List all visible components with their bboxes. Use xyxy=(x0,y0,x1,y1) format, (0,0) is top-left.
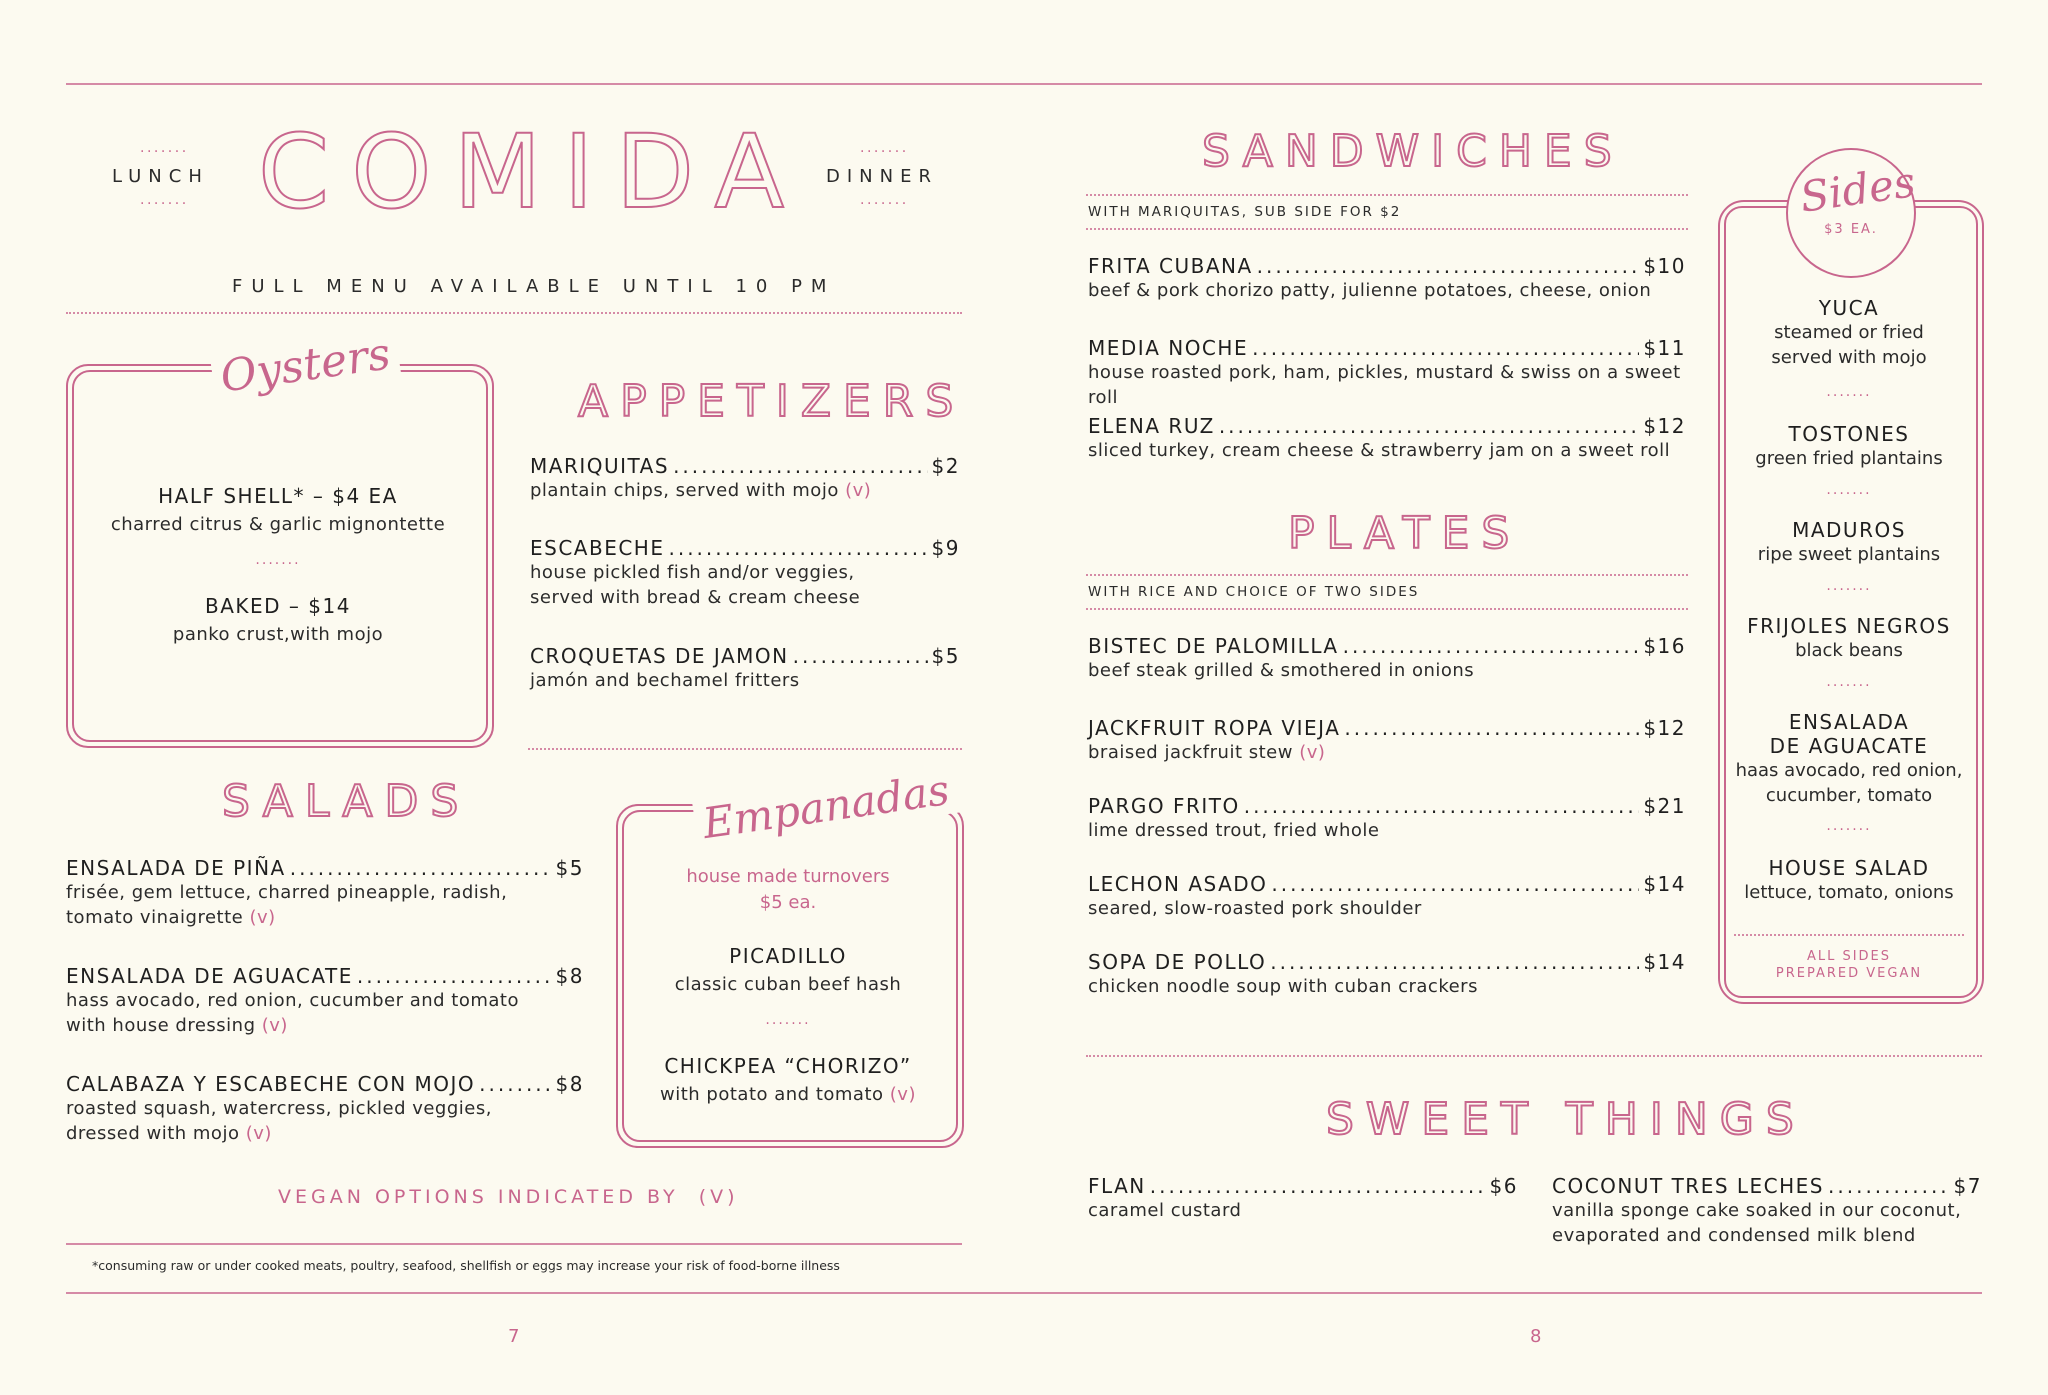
item-price: $6 xyxy=(1489,1174,1518,1198)
plates-rule-top xyxy=(1086,574,1688,576)
side-item xyxy=(1722,710,1976,808)
appetizers-divider xyxy=(528,748,962,750)
item-price: $14 xyxy=(1643,950,1686,974)
lunch-dots-bottom: ....... xyxy=(140,192,189,208)
item-name: ELENA RUZ xyxy=(1088,414,1215,438)
sides-separator: ....... xyxy=(1826,578,1872,594)
vegan-mark: (v) xyxy=(261,1015,288,1036)
vegan-mark: (v) xyxy=(249,907,276,928)
item-price: $5 xyxy=(931,644,960,668)
dinner-dots-top: ....... xyxy=(860,140,909,156)
item-desc-2: dressed with mojo xyxy=(66,1123,240,1144)
sweets-divider xyxy=(1086,1055,1982,1057)
item-desc-2: with house dressing xyxy=(66,1015,256,1036)
item-price: $12 xyxy=(1643,414,1686,438)
item-desc: haas avocado, red onion, xyxy=(1735,760,1963,781)
item-name: YUCA xyxy=(1818,296,1880,320)
item-name: FRITA CUBANA xyxy=(1088,254,1253,278)
item-name: SOPA DE POLLO xyxy=(1088,950,1267,974)
item-price: $14 xyxy=(1643,872,1686,896)
oyster-desc: panko crust,with mojo xyxy=(172,624,384,645)
sandwich-item xyxy=(1088,414,1686,463)
oyster-item xyxy=(70,484,486,537)
item-desc: beef steak grilled & smothered in onions xyxy=(1088,660,1475,681)
item-desc: chicken noodle soup with cuban crackers xyxy=(1088,976,1478,997)
sandwich-item xyxy=(1088,254,1686,303)
side-item xyxy=(1722,518,1976,567)
sides-footer-rule xyxy=(1734,934,1964,936)
salad-item xyxy=(66,1072,584,1146)
item-desc: lettuce, tomato, onions xyxy=(1744,882,1954,903)
plate-item xyxy=(1088,794,1686,843)
item-desc: sliced turkey, cream cheese & strawberry jam on a sweet roll xyxy=(1088,440,1671,461)
plate-item xyxy=(1088,716,1686,765)
sides-separator: ....... xyxy=(1826,818,1872,834)
item-name: CROQUETAS DE JAMON xyxy=(530,644,789,668)
item-price: $8 xyxy=(555,964,584,988)
item-desc-2: evaporated and condensed milk blend xyxy=(1552,1225,1916,1246)
appetizer-item xyxy=(530,644,960,693)
item-price: $8 xyxy=(555,1072,584,1096)
sides-separator: ....... xyxy=(1826,482,1872,498)
item-name: MEDIA NOCHE xyxy=(1088,336,1249,360)
empanada-item xyxy=(620,1054,956,1107)
item-desc: steamed or fried xyxy=(1774,322,1924,343)
page-title: COMIDA xyxy=(258,113,807,232)
bottom-rule xyxy=(66,1292,1982,1294)
lunch-label: LUNCH xyxy=(112,166,209,187)
empanadas-separator: ....... xyxy=(765,1012,811,1028)
item-price: $16 xyxy=(1643,634,1686,658)
salad-item xyxy=(66,964,584,1038)
oyster-name: BAKED – $14 xyxy=(205,594,351,618)
item-name: PARGO FRITO xyxy=(1088,794,1240,818)
plates-title: PLATES xyxy=(1288,508,1522,559)
vegan-note-mark: (V) xyxy=(698,1186,739,1208)
plate-item xyxy=(1088,634,1686,683)
item-desc: with potato and tomato xyxy=(660,1084,884,1105)
item-name-2: DE AGUACATE xyxy=(1769,734,1929,758)
item-desc-2: cucumber, tomato xyxy=(1765,785,1933,806)
sides-footer-1: ALL SIDES xyxy=(1806,949,1892,964)
item-desc-2: tomato vinaigrette xyxy=(66,907,244,928)
vegan-mark: (v) xyxy=(845,480,872,501)
item-price: $10 xyxy=(1643,254,1686,278)
appetizer-item xyxy=(530,454,960,503)
item-desc: plantain chips, served with mojo xyxy=(530,480,839,501)
item-name: PICADILLO xyxy=(729,944,847,968)
item-name: LECHON ASADO xyxy=(1088,872,1268,896)
vegan-note-text: VEGAN OPTIONS INDICATED BY xyxy=(278,1186,679,1208)
item-desc: lime dressed trout, fried whole xyxy=(1088,820,1380,841)
sandwiches-rule-top xyxy=(1086,194,1688,196)
vegan-mark: (v) xyxy=(1299,742,1326,763)
page-number-left: 7 xyxy=(508,1326,520,1347)
item-name: CALABAZA Y ESCABECHE CON MOJO xyxy=(66,1072,476,1096)
empanada-item xyxy=(620,944,956,997)
item-desc: hass avocado, red onion, cucumber and tomato xyxy=(66,990,519,1011)
sandwiches-note: WITH MARIQUITAS, SUB SIDE FOR $2 xyxy=(1088,204,1402,220)
top-rule xyxy=(66,83,1982,85)
item-desc: braised jackfruit stew xyxy=(1088,742,1293,763)
item-name: ENSALADA xyxy=(1788,710,1910,734)
vegan-mark: (v) xyxy=(245,1123,272,1144)
oyster-name: HALF SHELL* – $4 EA xyxy=(158,484,398,508)
item-desc: black beans xyxy=(1795,640,1903,661)
plates-note: WITH RICE AND CHOICE OF TWO SIDES xyxy=(1088,584,1420,600)
sandwich-item xyxy=(1088,336,1686,410)
item-desc: frisée, gem lettuce, charred pineapple, radish, xyxy=(66,882,508,903)
item-desc: beef & pork chorizo patty, julienne potatoes, cheese, onion xyxy=(1088,280,1652,301)
sides-separator: ....... xyxy=(1826,384,1872,400)
footnote: *consuming raw or under cooked meats, poultry, seafood, shellfish or eggs may increase your risk of food-borne illness xyxy=(92,1258,840,1273)
sides-title: Sides xyxy=(1797,157,1919,222)
item-name: COCONUT TRES LECHES xyxy=(1552,1174,1825,1198)
side-item xyxy=(1722,614,1976,663)
item-name: TOSTONES xyxy=(1788,422,1910,446)
vegan-note xyxy=(278,1186,739,1208)
oyster-item xyxy=(70,594,486,647)
item-desc: ripe sweet plantains xyxy=(1757,544,1941,565)
page-number-right: 8 xyxy=(1530,1326,1542,1347)
salad-item xyxy=(66,856,584,930)
item-name: HOUSE SALAD xyxy=(1768,856,1930,880)
item-name: FRIJOLES NEGROS xyxy=(1747,614,1951,638)
item-price: $2 xyxy=(931,454,960,478)
item-desc: caramel custard xyxy=(1088,1200,1242,1221)
appetizer-item xyxy=(530,536,960,610)
side-item xyxy=(1722,422,1976,471)
empanadas-price: $5 ea. xyxy=(759,892,817,913)
item-name: MADUROS xyxy=(1792,518,1906,542)
empanadas-title: Empanadas xyxy=(692,764,960,849)
item-desc: seared, slow-roasted pork shoulder xyxy=(1088,898,1422,919)
sweet-item xyxy=(1088,1174,1518,1223)
sides-footer xyxy=(1722,948,1976,982)
item-desc: house roasted pork, ham, pickles, mustard & swiss on a sweet roll xyxy=(1088,362,1681,408)
item-price: $5 xyxy=(555,856,584,880)
item-name: ESCABECHE xyxy=(530,536,665,560)
item-name: JACKFRUIT ROPA VIEJA xyxy=(1088,716,1341,740)
salads-title: SALADS xyxy=(222,776,471,827)
oysters-title: Oysters xyxy=(209,327,401,404)
item-name: ENSALADA DE AGUACATE xyxy=(66,964,353,988)
item-desc-2: served with mojo xyxy=(1771,347,1927,368)
dinner-label: DINNER xyxy=(826,166,938,187)
side-item xyxy=(1722,296,1976,370)
item-desc-2: served with bread & cream cheese xyxy=(530,587,861,608)
item-desc: vanilla sponge cake soaked in our coconut, xyxy=(1552,1200,1962,1221)
sides-separator: ....... xyxy=(1826,674,1872,690)
item-price: $9 xyxy=(931,536,960,560)
vegan-mark: (v) xyxy=(889,1084,916,1105)
lunch-dots-top: ....... xyxy=(140,140,189,156)
hours-subtitle: FULL MENU AVAILABLE UNTIL 10 PM xyxy=(232,276,836,297)
item-price: $11 xyxy=(1643,336,1686,360)
item-desc: jamón and bechamel fritters xyxy=(530,670,800,691)
oyster-desc: charred citrus & garlic mignontette xyxy=(110,514,446,535)
item-desc: roasted squash, watercress, pickled veggies, xyxy=(66,1098,492,1119)
plates-rule-bottom xyxy=(1086,608,1688,610)
appetizers-title: APPETIZERS xyxy=(578,376,966,427)
header-divider xyxy=(66,312,962,314)
item-price: $7 xyxy=(1953,1174,1982,1198)
item-name: CHICKPEA “CHORIZO” xyxy=(664,1054,912,1078)
item-price: $12 xyxy=(1643,716,1686,740)
item-name: ENSALADA DE PIÑA xyxy=(66,856,286,880)
item-name: MARIQUITAS xyxy=(530,454,670,478)
footnote-rule xyxy=(66,1243,962,1245)
sweet-item xyxy=(1552,1174,1982,1248)
item-desc: house pickled fish and/or veggies, xyxy=(530,562,855,583)
sweets-title: SWEET THINGS xyxy=(1326,1094,1806,1145)
item-desc: classic cuban beef hash xyxy=(674,974,902,995)
sandwiches-title: SANDWICHES xyxy=(1202,126,1624,177)
sandwiches-rule-bottom xyxy=(1086,228,1688,230)
empanadas-intro: house made turnovers xyxy=(686,866,890,887)
sides-footer-2: PREPARED VEGAN xyxy=(1775,966,1923,981)
dinner-dots-bottom: ....... xyxy=(860,192,909,208)
plate-item xyxy=(1088,872,1686,921)
plate-item xyxy=(1088,950,1686,999)
side-item xyxy=(1722,856,1976,905)
sides-price: $3 EA. xyxy=(1824,222,1878,237)
oysters-separator: ....... xyxy=(255,552,301,568)
item-name: FLAN xyxy=(1088,1174,1146,1198)
item-price: $21 xyxy=(1643,794,1686,818)
item-name: BISTEC DE PALOMILLA xyxy=(1088,634,1339,658)
item-desc: green fried plantains xyxy=(1755,448,1943,469)
